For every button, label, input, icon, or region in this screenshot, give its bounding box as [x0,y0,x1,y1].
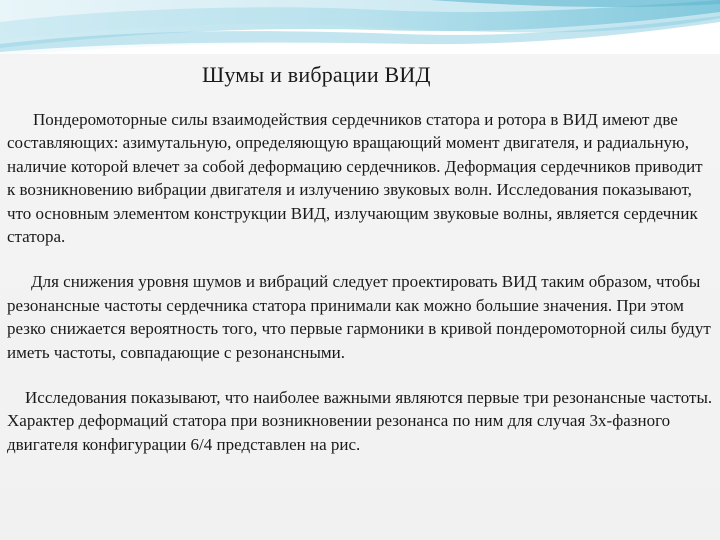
paragraph-2: Для снижения уровня шумов и вибраций следует проектировать ВИД таким образом, чтобы резонансные частоты сердечника статора принимали как можно большие значения. При этом резко снижается вероятность того, что первые гармоники в кривой пондеромоторной силы будут иметь частоты, совпадающие с резонансными. [7,272,711,362]
paragraph-3: Исследования показывают, что наиболее важными являются первые три резонансные частоты. Характер деформаций статора при возникновении резонанса по ним для случая 3х-фазного двигателя конфигурации 6/4 представлен на рис. [7,388,713,454]
slide-body [7,108,713,456]
paragraph-1: Пондеромоторные силы взаимодействия сердечников статора и ротора в ВИД имеют две составляющих: азимутальную, определяющую вращающий момент двигателя, и радиальную, наличие которой влечет за собой деформацию сердечников. Деформация сердечников приводит к возникновению вибрации двигателя и излучению звуковых волн. Исследования показывают, что основным элементом конструкции ВИД, излучающим звуковые волны, является сердечник статора. [7,110,703,247]
slide-title: Шумы и вибрации ВИД [202,62,431,87]
